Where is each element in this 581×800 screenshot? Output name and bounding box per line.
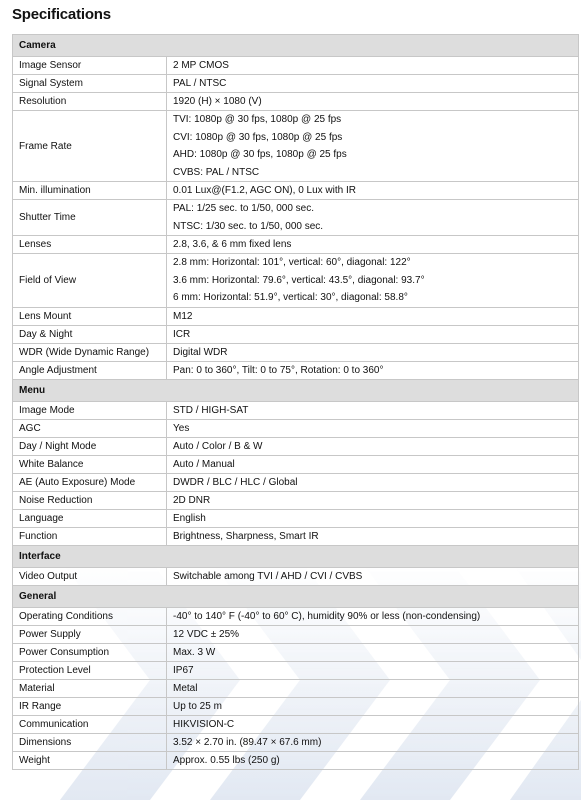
row-label: WDR (Wide Dynamic Range) xyxy=(13,343,167,361)
row-value: 2.8, 3.6, & 6 mm fixed lens xyxy=(167,236,579,254)
row-value xyxy=(167,254,579,308)
row-label: Day & Night xyxy=(13,325,167,343)
value-line: AHD: 1080p @ 30 fps, 1080p @ 25 fps xyxy=(173,149,347,160)
row-value: 3.52 × 2.70 in. (89.47 × 67.6 mm) xyxy=(167,733,579,751)
table-row xyxy=(13,361,579,379)
table-row xyxy=(13,733,579,751)
row-value: -40° to 140° F (-40° to 60° C), humidity 90% or less (non-condensing) xyxy=(167,607,579,625)
row-value: Switchable among TVI / AHD / CVI / CVBS xyxy=(167,567,579,585)
table-row xyxy=(13,697,579,715)
table-row xyxy=(13,200,579,236)
row-label: Function xyxy=(13,527,167,545)
row-value: 0.01 Lux@(F1.2, AGC ON), 0 Lux with IR xyxy=(167,182,579,200)
page-title: Specifications xyxy=(12,6,111,23)
row-label: Power Supply xyxy=(13,625,167,643)
table-row xyxy=(13,567,579,585)
row-label: IR Range xyxy=(13,697,167,715)
row-label: Material xyxy=(13,679,167,697)
table-row xyxy=(13,111,579,182)
table-row xyxy=(13,473,579,491)
row-value: DWDR / BLC / HLC / Global xyxy=(167,473,579,491)
row-label: Field of View xyxy=(13,254,167,308)
row-value: 1920 (H) × 1080 (V) xyxy=(167,93,579,111)
section-header-general xyxy=(13,585,579,607)
row-value: PAL / NTSC xyxy=(167,75,579,93)
table-row xyxy=(13,437,579,455)
table-row xyxy=(13,751,579,769)
table-row xyxy=(13,509,579,527)
table-row xyxy=(13,93,579,111)
row-value: IP67 xyxy=(167,661,579,679)
row-value: Auto / Color / B & W xyxy=(167,437,579,455)
section-header-interface xyxy=(13,545,579,567)
row-label: AGC xyxy=(13,419,167,437)
table-row xyxy=(13,254,579,308)
row-label: Image Mode xyxy=(13,401,167,419)
section-title: Menu xyxy=(13,379,579,401)
table-row xyxy=(13,343,579,361)
table-row xyxy=(13,661,579,679)
table-row xyxy=(13,527,579,545)
row-value xyxy=(167,200,579,236)
value-line: NTSC: 1/30 sec. to 1/50, 000 sec. xyxy=(173,220,324,232)
row-label: Communication xyxy=(13,715,167,733)
table-row xyxy=(13,491,579,509)
row-label: Language xyxy=(13,509,167,527)
table-row xyxy=(13,625,579,643)
value-line: 6 mm: Horizontal: 51.9°, vertical: 30°, diagonal: 58.8° xyxy=(173,292,408,303)
value-line: CVI: 1080p @ 30 fps, 1080p @ 25 fps xyxy=(173,131,343,143)
section-title: Camera xyxy=(13,35,579,57)
row-label: White Balance xyxy=(13,455,167,473)
table-row xyxy=(13,401,579,419)
row-label: Day / Night Mode xyxy=(13,437,167,455)
row-label: Image Sensor xyxy=(13,57,167,75)
row-value: Max. 3 W xyxy=(167,643,579,661)
table-row xyxy=(13,75,579,93)
section-header-menu xyxy=(13,379,579,401)
row-label: Protection Level xyxy=(13,661,167,679)
row-label: AE (Auto Exposure) Mode xyxy=(13,473,167,491)
row-label: Min. illumination xyxy=(13,182,167,200)
row-label: Lenses xyxy=(13,236,167,254)
table-row xyxy=(13,419,579,437)
row-label: Signal System xyxy=(13,75,167,93)
row-value: 2D DNR xyxy=(167,491,579,509)
row-value xyxy=(167,111,579,182)
table-row xyxy=(13,607,579,625)
row-value: Brightness, Sharpness, Smart IR xyxy=(167,527,579,545)
row-value: ICR xyxy=(167,325,579,343)
row-value: Approx. 0.55 lbs (250 g) xyxy=(167,751,579,769)
table-row xyxy=(13,325,579,343)
row-value: Metal xyxy=(167,679,579,697)
value-line: CVBS: PAL / NTSC xyxy=(173,166,260,178)
table-row xyxy=(13,643,579,661)
row-value: HIKVISION-C xyxy=(167,715,579,733)
row-value: Auto / Manual xyxy=(167,455,579,473)
section-header-camera xyxy=(13,35,579,57)
section-title: General xyxy=(13,585,579,607)
row-label: Dimensions xyxy=(13,733,167,751)
row-value: Digital WDR xyxy=(167,343,579,361)
row-value: Yes xyxy=(167,419,579,437)
row-value: Pan: 0 to 360°, Tilt: 0 to 75°, Rotation: 0 to 360° xyxy=(167,361,579,379)
table-row xyxy=(13,57,579,75)
table-row xyxy=(13,307,579,325)
row-value: STD / HIGH-SAT xyxy=(167,401,579,419)
value-line: PAL: 1/25 sec. to 1/50, 000 sec. xyxy=(173,203,315,214)
table-row xyxy=(13,455,579,473)
row-label: Lens Mount xyxy=(13,307,167,325)
row-label: Video Output xyxy=(13,567,167,585)
row-label: Weight xyxy=(13,751,167,769)
row-label: Noise Reduction xyxy=(13,491,167,509)
table-row xyxy=(13,236,579,254)
row-value: English xyxy=(167,509,579,527)
row-label: Power Consumption xyxy=(13,643,167,661)
row-value: 12 VDC ± 25% xyxy=(167,625,579,643)
row-label: Angle Adjustment xyxy=(13,361,167,379)
table-row xyxy=(13,715,579,733)
row-label: Frame Rate xyxy=(13,111,167,182)
table-row xyxy=(13,182,579,200)
value-line: 2.8 mm: Horizontal: 101°, vertical: 60°, diagonal: 122° xyxy=(173,257,411,268)
row-value: Up to 25 m xyxy=(167,697,579,715)
row-label: Shutter Time xyxy=(13,200,167,236)
row-label: Operating Conditions xyxy=(13,607,167,625)
row-value: M12 xyxy=(167,307,579,325)
table-row xyxy=(13,679,579,697)
section-title: Interface xyxy=(13,545,579,567)
specifications-table xyxy=(12,34,579,770)
value-line: TVI: 1080p @ 30 fps, 1080p @ 25 fps xyxy=(173,114,342,125)
row-label: Resolution xyxy=(13,93,167,111)
row-value: 2 MP CMOS xyxy=(167,57,579,75)
value-line: 3.6 mm: Horizontal: 79.6°, vertical: 43.5°, diagonal: 93.7° xyxy=(173,274,425,286)
